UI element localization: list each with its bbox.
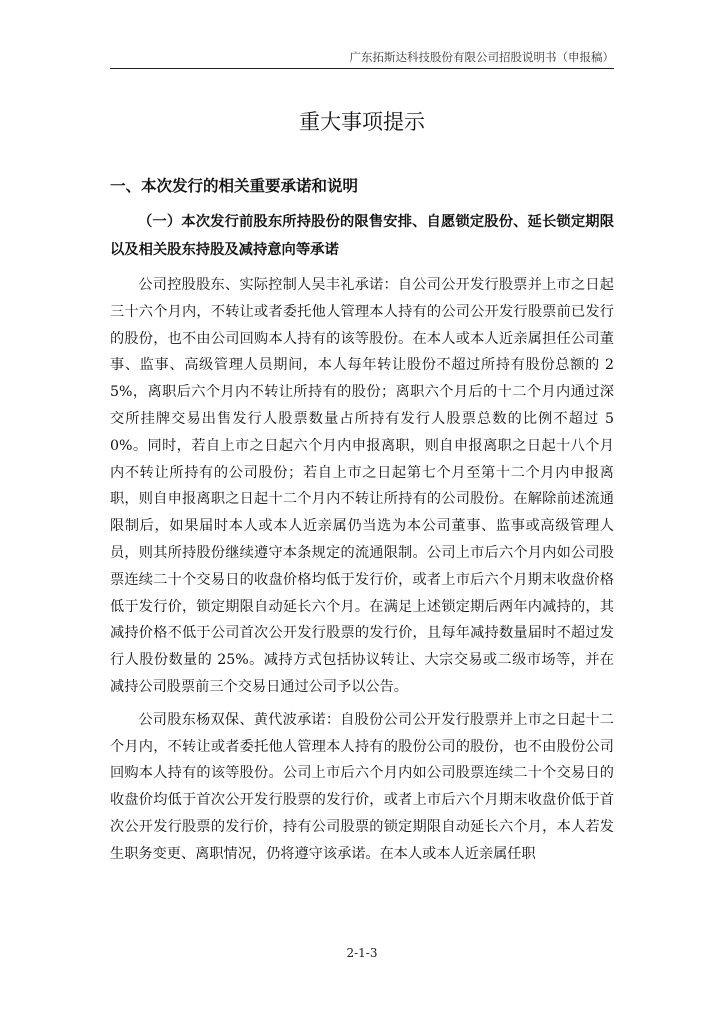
section-heading: 一、本次发行的相关重要承诺和说明 — [110, 177, 359, 195]
header-divider — [110, 68, 614, 69]
paragraph-controlling-shareholder: 公司控股股东、实际控制人吴丰礼承诺：自公司公开发行股票并上市之日起三十六个月内，不转让或者委托他人管理本人持有的公司公开发行股票前已发行的股份，也不由公司回购本人持有的该等股份。在本人或本人近亲属担任公司董事、监事、高级管理人员期间，本人每年转让股份不超过所持有股份总额的 25%，离职后六个月内不转让所持有的股份；离职六个月后的十二个月内通过深交所挂牌交易出售发行人股票数量占所持有发行人股票总数的比例不超过 50%。同时，若自上市之日起六个月内申报离职，则自申报离职之日起十八个月内不转让所持有的公司股份；若自上市之日起第七个月至第十二个月内申报离职，则自申报离职之日起十二个月内不转让所持有的公司股份。在解除前述流通限制后，如果届时本人或本人近亲属仍当选为本公司董事、监事或高级管理人员，则其所持股份继续遵守本条规定的流通限制。公司上市后六个月内如公司股票连续二十个交易日的收盘价格均低于发行价，或者上市后六个月期末收盘价格低于发行价，锁定期限自动延长六个月。在满足上述锁定期后两年内减持的，其减持价格不低于公司首次公开发行股票的发行价，且每年减持数量届时不超过发行人股份数量的 25%。减持方式包括协议转让、大宗交易或二级市场等，并在减持公司股票前三个交易日通过公司予以公告。 — [110, 277, 614, 695]
page-title: 重大事项提示 — [299, 110, 425, 134]
subsection-heading: （一）本次发行前股东所持股份的限售安排、自愿锁定股份、延长锁定期限以及相关股东持股及减持意向等承诺 — [110, 214, 614, 258]
document-body — [110, 172, 614, 874]
page-number: 2-1-3 — [346, 946, 378, 960]
running-header: 广东拓斯达科技股份有限公司招股说明书（申报稿） — [349, 50, 614, 64]
paragraph-other-shareholders: 公司股东杨双保、黄代波承诺：自股份公司公开发行股票并上市之日起十二个月内，不转让或者委托他人管理本人持有的股份公司的股份，也不由股份公司回购本人持有的该等股份。公司上市后六个月内如公司股票连续二十个交易日的收盘价均低于首次公开发行股票的发行价，或者上市后六个月期末收盘价低于首次公开发行股票的发行价，持有公司股票的锁定期限自动延长六个月，本人若发生职务变更、离职情况，仍将遵守该承诺。在本人或本人近亲属任职 — [110, 711, 614, 862]
